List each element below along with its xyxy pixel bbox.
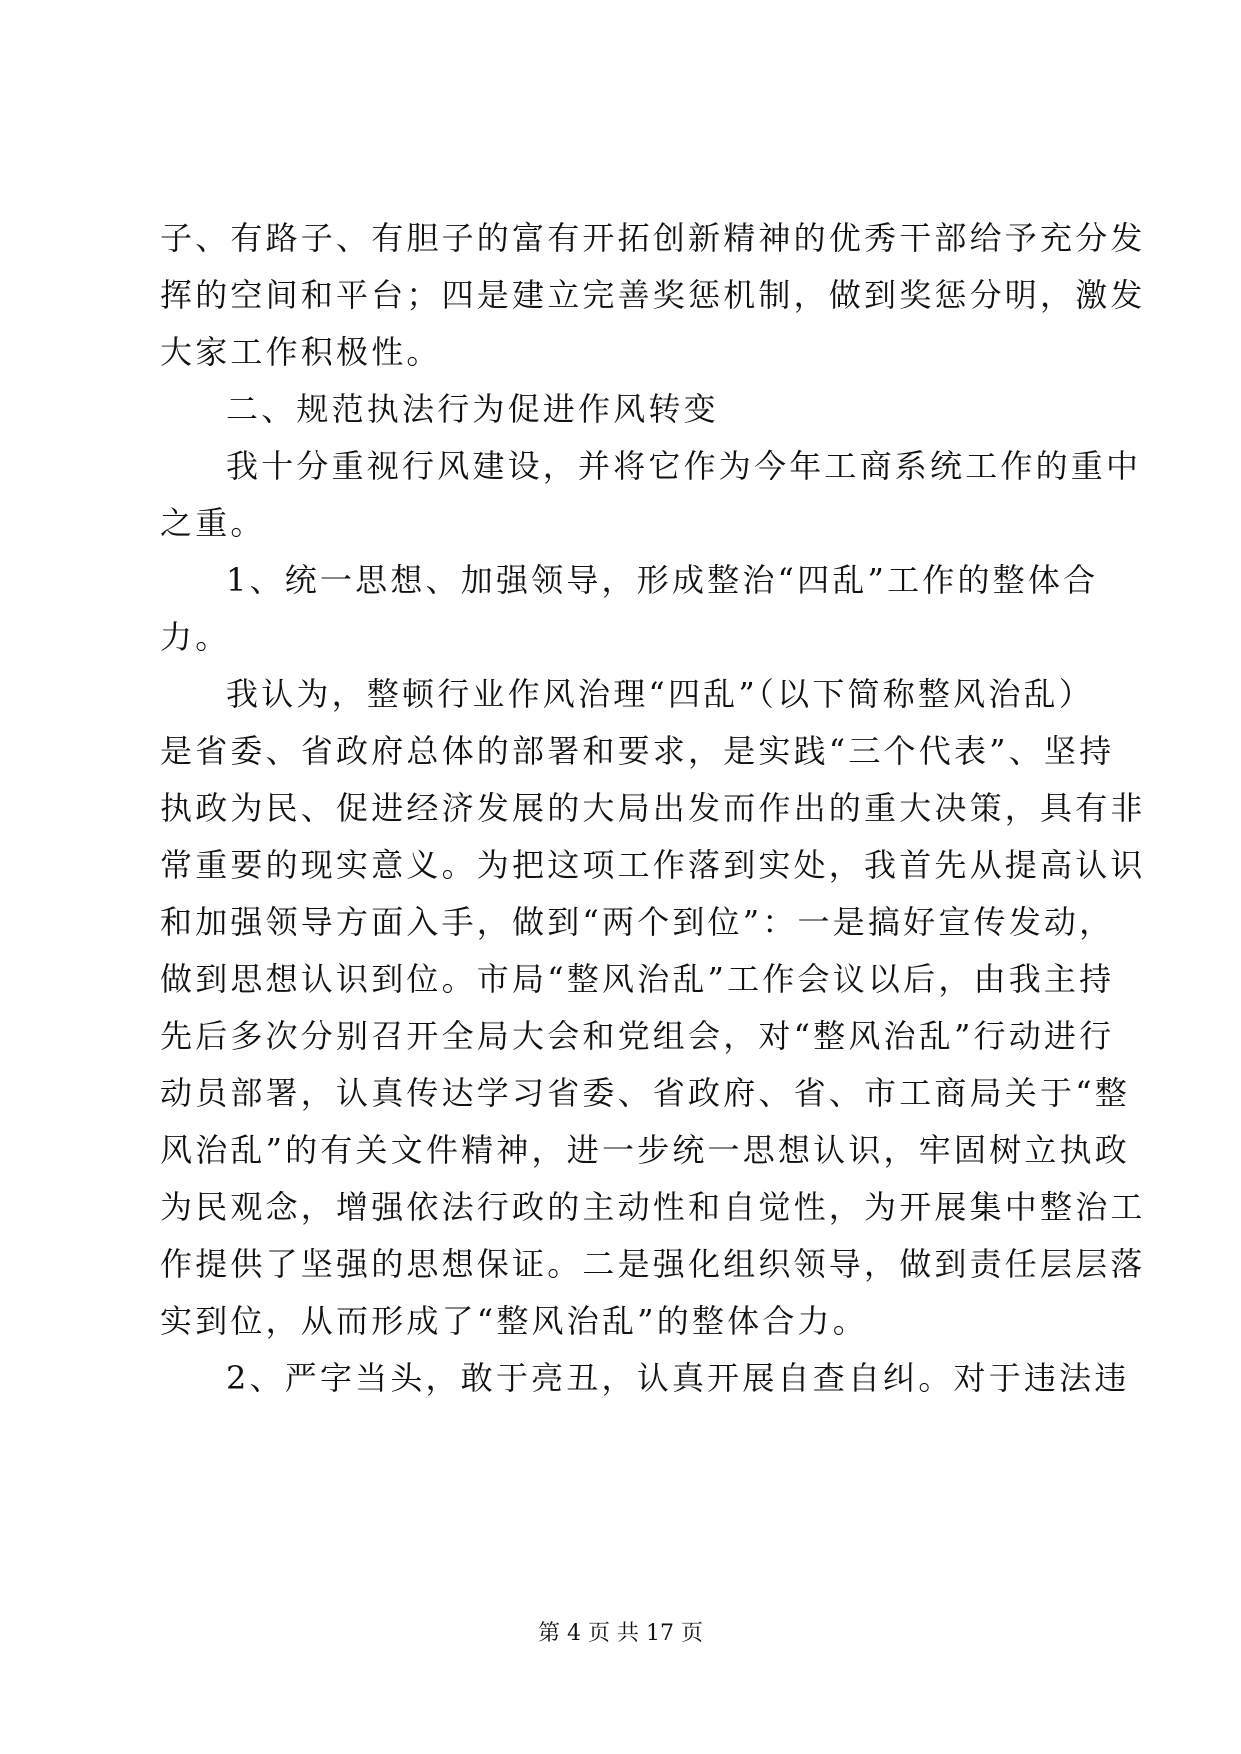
paragraph-first-line: 我认为，整顿行业作风治理“四乱”（以下简称整风治乱） — [226, 675, 1094, 713]
numbered-item: 2、严字当头，敢于亮丑，认真开展自查自纠。对于违法违 — [226, 1359, 1130, 1397]
body-text-line: 挥的空间和平台；四是建立完善奖惩机制，做到奖惩分明，激发 — [160, 276, 1146, 314]
body-text-line: 是省委、省政府总体的部署和要求，是实践“三个代表”、坚持 — [160, 732, 1115, 770]
body-text-line: 为民观念，增强依法行政的主动性和自觉性，为开展集中整治工 — [160, 1188, 1146, 1226]
body-text-line: 风治乱”的有关文件精神，进一步统一思想认识，牢固树立执政 — [160, 1131, 1130, 1169]
section-heading: 二、规范执法行为促进作风转变 — [226, 390, 719, 428]
body-text-line: 子、有路子、有胆子的富有开拓创新精神的优秀干部给予充分发 — [160, 219, 1146, 257]
body-text-line: 作提供了坚强的思想保证。二是强化组织领导，做到责任层层落 — [160, 1245, 1146, 1283]
body-text-line: 之重。 — [160, 504, 266, 542]
body-text-line: 力。 — [160, 618, 231, 656]
body-text-line: 实到位，从而形成了“整风治乱”的整体合力。 — [160, 1302, 868, 1340]
body-text-line: 执政为民、促进经济发展的大局出发而作出的重大决策，具有非 — [160, 789, 1146, 827]
body-text-line: 先后多次分别召开全局大会和党组会，对“整风治乱”行动进行 — [160, 1017, 1115, 1055]
body-text-line: 做到思想认识到位。市局“整风治乱”工作会议以后，由我主持 — [160, 960, 1115, 998]
numbered-item: 1、统一思想、加强领导，形成整治“四乱”工作的整体合 — [226, 561, 1099, 599]
body-text-line: 大家工作积极性。 — [160, 333, 442, 371]
paragraph-first-line: 我十分重视行风建设，并将它作为今年工商系统工作的重中 — [226, 447, 1142, 485]
body-text-line: 常重要的现实意义。为把这项工作落到实处，我首先从提高认识 — [160, 846, 1146, 884]
page-number-footer: 第 4 页 共 17 页 — [538, 1621, 703, 1646]
body-text-line: 动员部署，认真传达学习省委、省政府、省、市工商局关于“整 — [160, 1074, 1130, 1112]
body-text-line: 和加强领导方面入手，做到“两个到位”：一是搞好宣传发动， — [160, 903, 1115, 941]
